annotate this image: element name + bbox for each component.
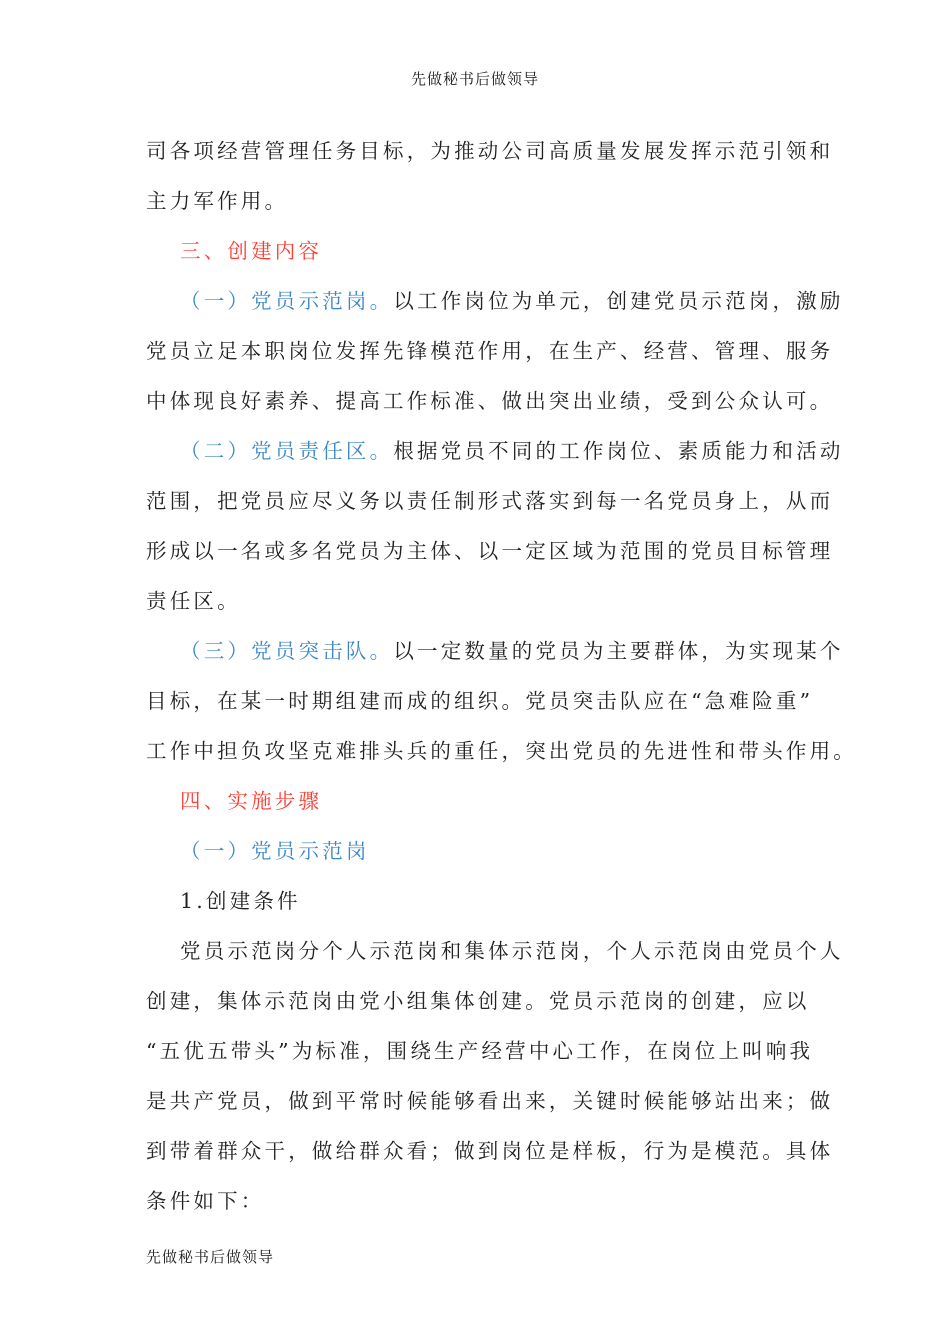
subsection-3-title: （三）党员突击队。: [180, 639, 394, 663]
page-footer: 先做秘书后做领导: [146, 1248, 275, 1266]
subsection-2-title: （二）党员责任区。: [180, 439, 394, 463]
subsection-3-text: 以一定数量的党员为主要群体，为实现某个: [393, 639, 844, 663]
paragraph-line: 是共产党员，做到平常时候能够看出来，关键时候能够站出来；做: [146, 1089, 834, 1113]
paragraph-line: 党员立足本职岗位发挥先锋模范作用，在生产、经营、管理、服务: [146, 339, 834, 363]
section-heading-3: 三、创建内容: [180, 239, 323, 263]
paragraph-line: 创建，集体示范岗由党小组集体创建。党员示范岗的创建，应以: [146, 989, 810, 1013]
subsection-3-line: [180, 636, 860, 666]
page-header: 先做秘书后做领导: [410, 70, 539, 88]
subsection-1-line: [180, 286, 860, 316]
paragraph-line: 范围，把党员应尽义务以责任制形式落实到每一名党员身上，从而: [146, 489, 834, 513]
paragraph-line: 司各项经营管理任务目标，为推动公司高质量发展发挥示范引领和: [146, 139, 834, 163]
subsection-2-line: [180, 436, 860, 466]
subsection-1-title: （一）党员示范岗。: [180, 289, 394, 313]
paragraph-line: 主力军作用。: [146, 189, 289, 213]
subsection-1-text: 以工作岗位为单元，创建党员示范岗，激励: [393, 289, 844, 313]
paragraph-line: 到带着群众干，做给群众看；做到岗位是样板，行为是模范。具体: [146, 1139, 834, 1163]
paragraph-line: “五优五带头”为标准，围绕生产经营中心工作，在岗位上叫响我: [146, 1039, 814, 1063]
section-heading-4: 四、实施步骤: [180, 789, 323, 813]
paragraph-line: 条件如下：: [146, 1189, 265, 1213]
subsection-2-text: 根据党员不同的工作岗位、素质能力和活动: [393, 439, 844, 463]
paragraph-line: 中体现良好素养、提高工作标准、做出突出业绩，受到公众认可。: [146, 389, 834, 413]
paragraph-line: 形成以一名或多名党员为主体、以一定区域为范围的党员目标管理: [146, 539, 834, 563]
item-heading: 1.创建条件: [180, 889, 301, 913]
paragraph-line: 工作中担负攻坚克难排头兵的重任，突出党员的先进性和带头作用。: [146, 739, 857, 763]
paragraph-line: 目标，在某一时期组建而成的组织。党员突击队应在“急难险重”: [146, 689, 814, 713]
subsection-4-title: （一）党员示范岗: [180, 839, 370, 863]
paragraph-line: 责任区。: [146, 589, 241, 613]
paragraph-line: 党员示范岗分个人示范岗和集体示范岗，个人示范岗由党员个人: [180, 939, 844, 963]
